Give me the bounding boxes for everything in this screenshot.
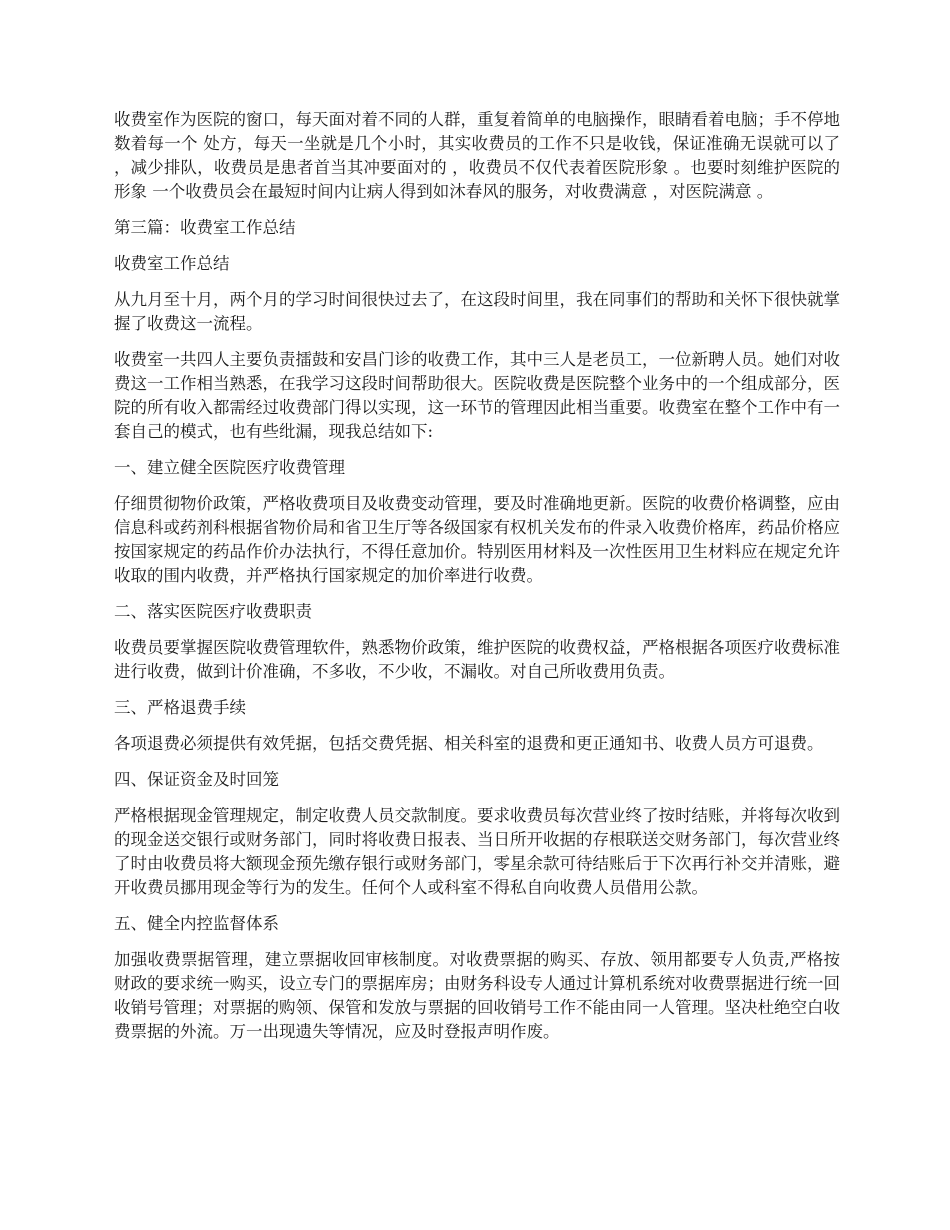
chapter-heading: 第三篇：收费室工作总结 [114, 218, 296, 237]
section-2-paragraph: 收费员要掌握医院收费管理软件，熟悉物价政策，维护医院的收费权益，严格根据各项医疗收费标准进行收费，做到计价准确，不多收，不少收，不漏收。对自己所收费用负责。 [114, 638, 840, 681]
section-heading-3: 三、严格退费手续 [114, 698, 246, 717]
section-3-paragraph: 各项退费必须提供有效凭据，包括交费凭据、相关科室的退费和更正通知书、收费人员方可退费。 [114, 734, 824, 753]
section-1-paragraph: 仔细贯彻物价政策，严格收费项目及收费变动管理，要及时准确地更新。医院的收费价格调整，应由信息科或药剂科根据省物价局和省卫生厅等各级国家有权机关发布的件录入收费价格库，药品价格应按国家规定的药品作价办法执行，不得任意加价。特别医用材料及一次性医用卫生材料应在规定允许收取的围内收费，并严格执行国家规定的加价率进行收费。 [114, 494, 840, 585]
section-heading-5: 五、健全内控监督体系 [114, 914, 279, 933]
document-title: 收费室工作总结 [114, 254, 230, 273]
section-5-paragraph: 加强收费票据管理，建立票据收回审核制度。对收费票据的购买、存放、领用都要专人负责,严格按财政的要求统一购买，设立专门的票据库房；由财务科设专人通过计算机系统对收费票据进行统一回收销号管理；对票据的购领、保管和发放与票据的回收销号工作不能由同一人管理。坚决杜绝空白收费票据的外流。万一出现遗失等情况，应及时登报声明作废。 [114, 950, 840, 1041]
paragraph-study-period: 从九月至十月，两个月的学习时间很快过去了，在这段时间里，我在同事们的帮助和关怀下很快就掌握了收费这一流程。 [114, 290, 840, 333]
section-heading-4: 四、保证资金及时回笼 [114, 770, 279, 789]
paragraph-office-overview: 收费室一共四人主要负责擂鼓和安昌门诊的收费工作，其中三人是老员工，一位新聘人员。她们对收费这一工作相当熟悉，在我学习这段时间帮助很大。医院收费是医院整个业务中的一个组成部分，医院的所有收入都需经过收费部门得以实现，这一环节的管理因此相当重要。收费室在整个工作中有一套自己的模式，也有些纰漏，现我总结如下: [114, 350, 840, 441]
section-heading-1: 一、建立健全医院医疗收费管理 [114, 458, 345, 477]
intro-paragraph: 收费室作为医院的窗口，每天面对着不同的人群，重复着简单的电脑操作，眼睛看着电脑；手不停地数着每一个 处方，每天一坐就是几个小时，其实收费员的工作不只是收钱，保证准确无误就可以了 ，减少排队，收费员是患者首当其冲要面对的 ，收费员不仅代表着医院形象 。也要时刻维护医院的形象 一个收费员会在最短时间内让病人得到如沐春风的服务，对收费满意 ，对医院满意 。 [114, 110, 840, 201]
section-heading-2: 二、落实医院医疗收费职责 [114, 602, 312, 621]
section-4-paragraph: 严格根据现金管理规定，制定收费人员交款制度。要求收费员每次营业终了按时结账，并将每次收到的现金送交银行或财务部门，同时将收费日报表、当日所开收据的存根联送交财务部门，每次营业终了时由收费员将大额现金预先缴存银行或财务部门，零星余款可待结账后于下次再行补交并清账，避开收费员挪用现金等行为的发生。任何个人或科室不得私自向收费人员借用公款。 [114, 806, 840, 897]
document-page [114, 108, 840, 1056]
